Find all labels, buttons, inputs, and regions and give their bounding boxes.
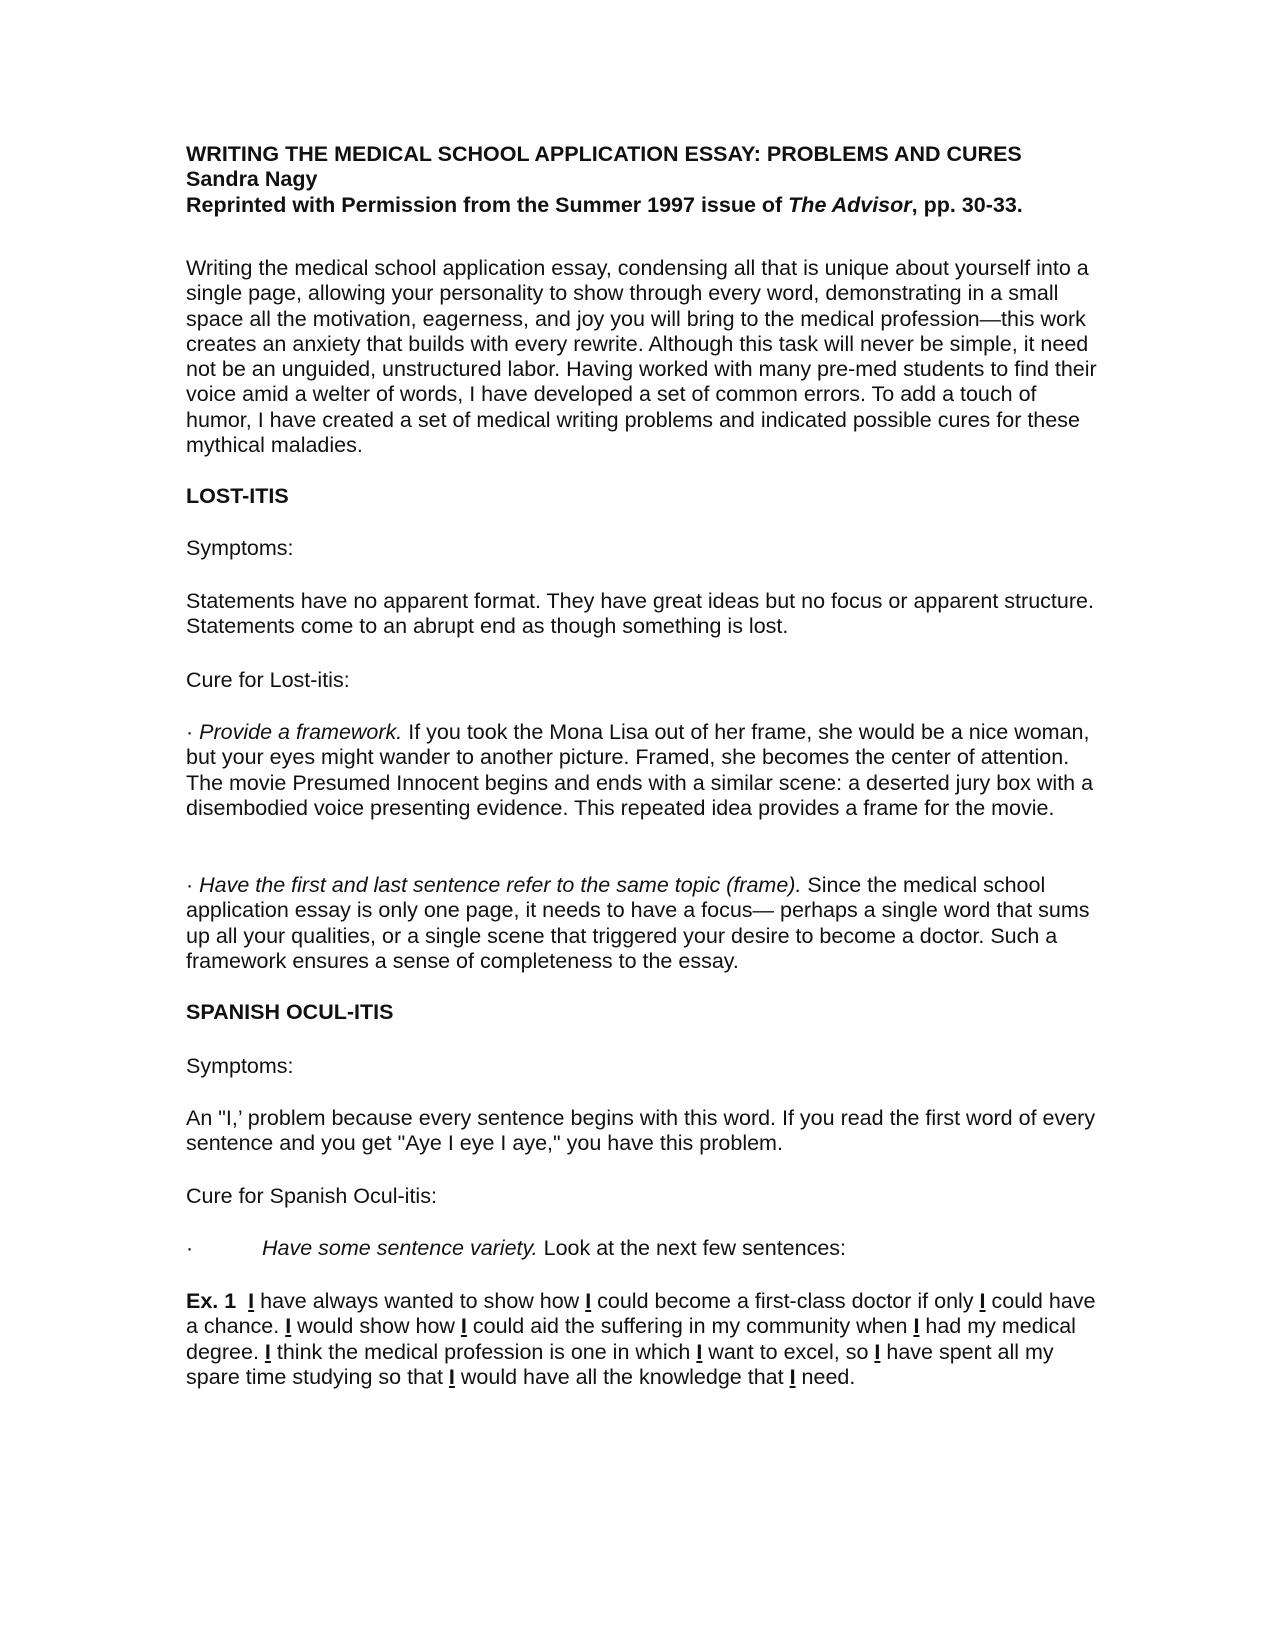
lost-itis-symptoms-text: Statements have no apparent format. They have great ideas but no focus or apparent structure. Statements come to an abrupt end as though something is lost. (186, 589, 1094, 639)
intro-paragraph: Writing the medical school application essay, condensing all that is unique about yourself into a single page, allowing your personality to show through every word, demonstrating in a small space all the motivation, eagerness, and joy you will bring to the medical profession—this work creates an anxiety that builds with every rewrite. Although this task will never be simple, it need not be an unguided, unstructured labor. Having worked with many pre-med students to find their voice amid a welter of words, I have developed a set of common errors. To add a touch of humor, I have created a set of medical writing problems and indicated possible cures for these mythical maladies. (186, 256, 1097, 458)
highlighted-word: I (913, 1314, 920, 1339)
cure-item-title: Provide a framework. (199, 720, 403, 744)
highlighted-word: I (448, 1364, 455, 1389)
highlighted-word: I (285, 1314, 292, 1339)
lost-itis-symptoms-label: Symptoms: (186, 536, 294, 560)
highlighted-word: I (789, 1364, 796, 1389)
section-heading-spanish-ocul-itis: SPANISH OCUL-ITIS (186, 1000, 394, 1024)
spanish-cure-item: · Have some sentence variety. Look at the next few sentences: (186, 1236, 847, 1260)
lost-itis-cure-label: Cure for Lost-itis: (186, 668, 350, 692)
highlighted-word: I (585, 1289, 592, 1313)
lost-itis-cure-item-2: · Have the first and last sentence refer to the same topic (frame). Since the medical school application essay is only one page, it needs to have a focus— perhaps a single word that sums up all your qualities, or a single scene that triggered your desire to become a doctor. Such a framework ensures a sense of completeness to the essay. (186, 873, 1090, 973)
document-title: WRITING THE MEDICAL SCHOOL APPLICATION ESSAY: PROBLEMS AND CURES (186, 142, 1022, 166)
section-heading-lost-itis: LOST-ITIS (186, 484, 289, 508)
cure-item-title: Have the first and last sentence refer to the same topic (frame). (199, 873, 802, 897)
highlighted-word: I (460, 1314, 467, 1339)
spanish-symptoms-label: Symptoms: (186, 1054, 294, 1078)
reprint-note: Reprinted with Permission from the Summer 1997 issue of The Advisor, pp. 30-33. (186, 192, 1023, 217)
spanish-symptoms-text: An "I,’ problem because every sentence begins with this word. If you read the first word of every sentence and you get "Aye I eye I aye," you have this problem. (186, 1106, 1096, 1156)
source-title: The Advisor (788, 192, 912, 217)
highlighted-word: I (696, 1339, 703, 1364)
cure-item-title: Have some sentence variety. (262, 1236, 538, 1260)
example-paragraph: Ex. 1 I have always wanted to show how I could become a first-class doctor if only I could have a chance. I would show how I could aid the suffering in my community when I had my medical degree. I think the medical profession is one in which I want to excel, so I have spent all my spare time studying so that I would have all the knowledge that I need. (186, 1289, 1096, 1389)
author-name: Sandra Nagy (186, 167, 318, 192)
highlighted-word: I (979, 1289, 986, 1313)
highlighted-word: I (874, 1339, 881, 1364)
bullet-mark: · (186, 1236, 194, 1260)
highlighted-word: I (248, 1289, 255, 1313)
document-header (186, 142, 1106, 218)
example-label: Ex. 1 (186, 1289, 237, 1313)
highlighted-word: I (264, 1339, 271, 1364)
spanish-cure-label: Cure for Spanish Ocul-itis: (186, 1184, 437, 1208)
lost-itis-cure-item-1: · Provide a framework. If you took the Mona Lisa out of her frame, she would be a nice woman, but your eyes might wander to another picture. Framed, she becomes the center of attention. The movie Presumed Innocent begins and ends with a similar scene: a deserted jury box with a disembodied voice presenting evidence. This repeated idea provides a frame for the movie. (186, 720, 1094, 820)
